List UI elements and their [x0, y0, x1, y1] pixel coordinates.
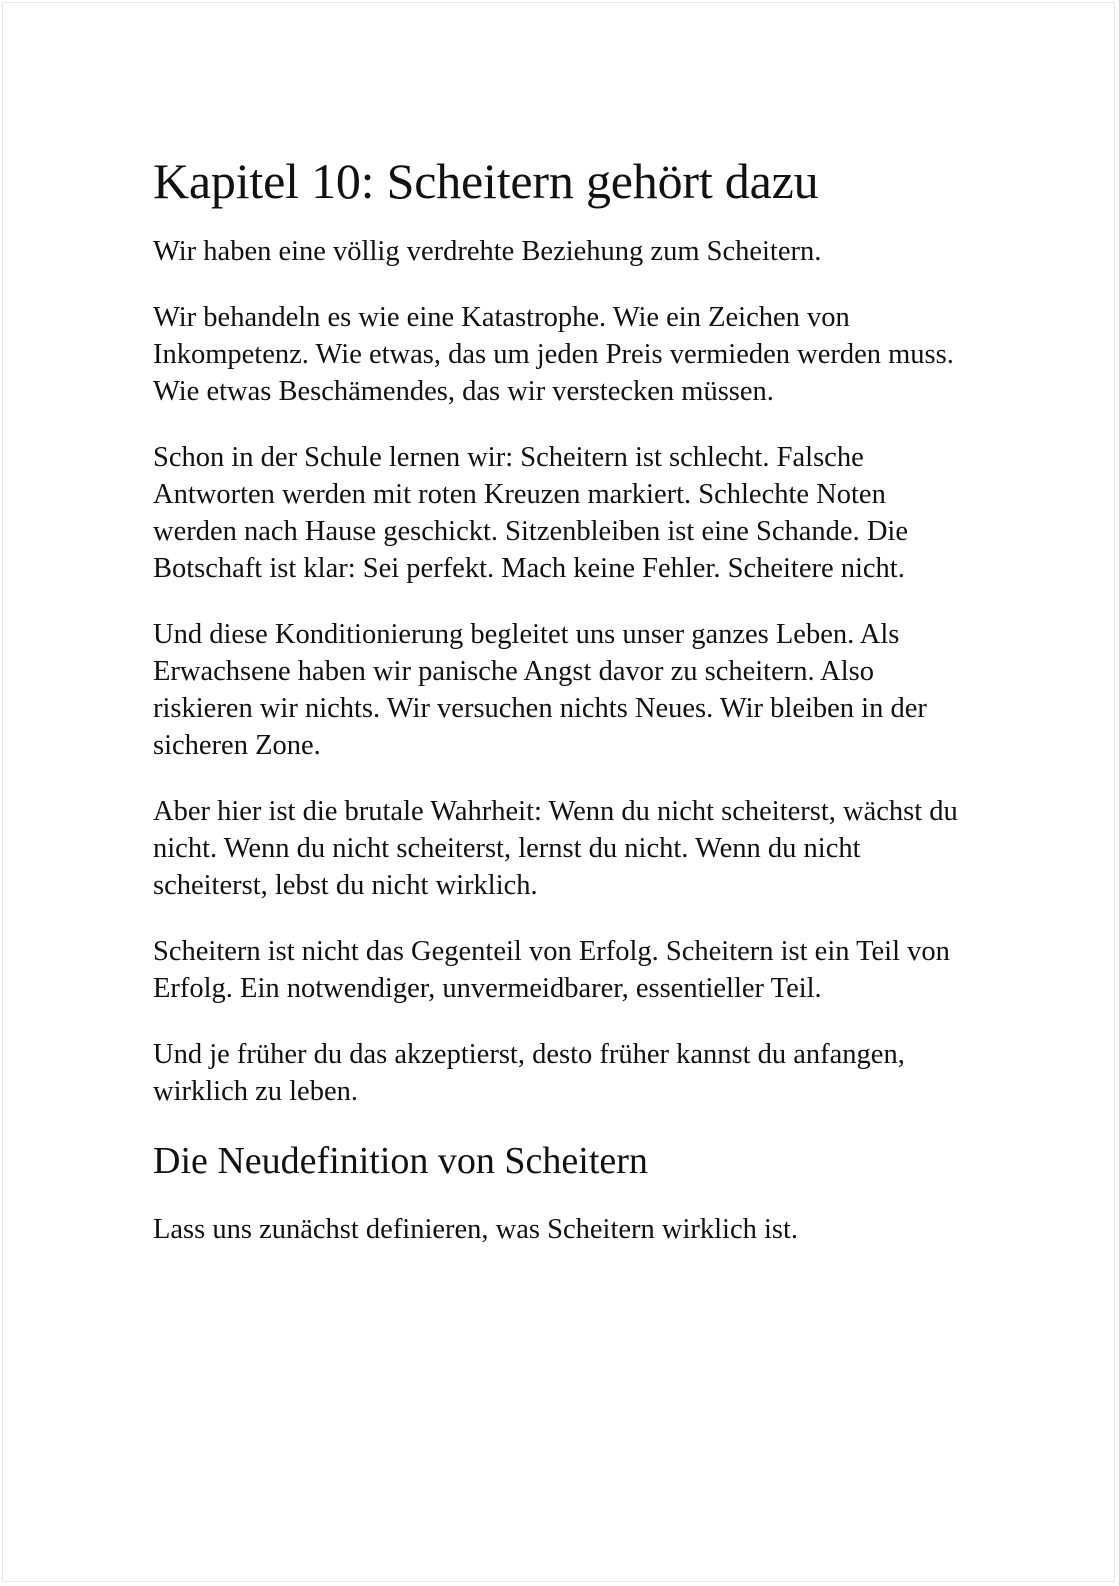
section-heading: Die Neudefinition von Scheitern	[153, 1140, 648, 1182]
paragraph: Wir behandeln es wie eine Katastrophe. Wie ein Zeichen von Inkompetenz. Wie etwas, das um jeden Preis vermieden werden muss. Wie etwas Beschämendes, das wir verstecken müssen.	[153, 302, 954, 407]
paragraph: Schon in der Schule lernen wir: Scheitern ist schlecht. Falsche Antworten werden mit roten Kreuzen markiert. Schlechte Noten werden nach Hause geschickt. Sitzenbleiben ist eine Schande. Die Botschaft ist klar: Sei perfekt. Mach keine Fehler. Scheitere nicht.	[153, 442, 908, 584]
paragraph: Scheitern ist nicht das Gegenteil von Erfolg. Scheitern ist ein Teil von Erfolg. Ein notwendiger, unvermeidbarer, essentieller Teil.	[153, 936, 950, 1004]
chapter-title: Kapitel 10: Scheitern gehört dazu	[153, 153, 819, 209]
paragraph: Aber hier ist die brutale Wahrheit: Wenn du nicht scheiterst, wächst du nicht. Wenn du nicht scheiterst, lernst du nicht. Wenn du nicht scheiterst, lebst du nicht wirklich.	[153, 796, 958, 901]
paragraph: Und diese Konditionierung begleitet uns unser ganzes Leben. Als Erwachsene haben wir panische Angst davor zu scheitern. Also riskieren wir nichts. Wir versuchen nichts Neues. Wir bleiben in der sicheren Zone.	[153, 619, 927, 761]
paragraph: Lass uns zunächst definieren, was Scheitern wirklich ist.	[153, 1213, 799, 1245]
document-page	[2, 2, 1115, 1582]
paragraph: Und je früher du das akzeptierst, desto früher kannst du anfangen, wirklich zu leben.	[153, 1039, 905, 1107]
page-content	[153, 151, 973, 1277]
paragraph: Wir haben eine völlig verdrehte Beziehung zum Scheitern.	[153, 236, 822, 267]
